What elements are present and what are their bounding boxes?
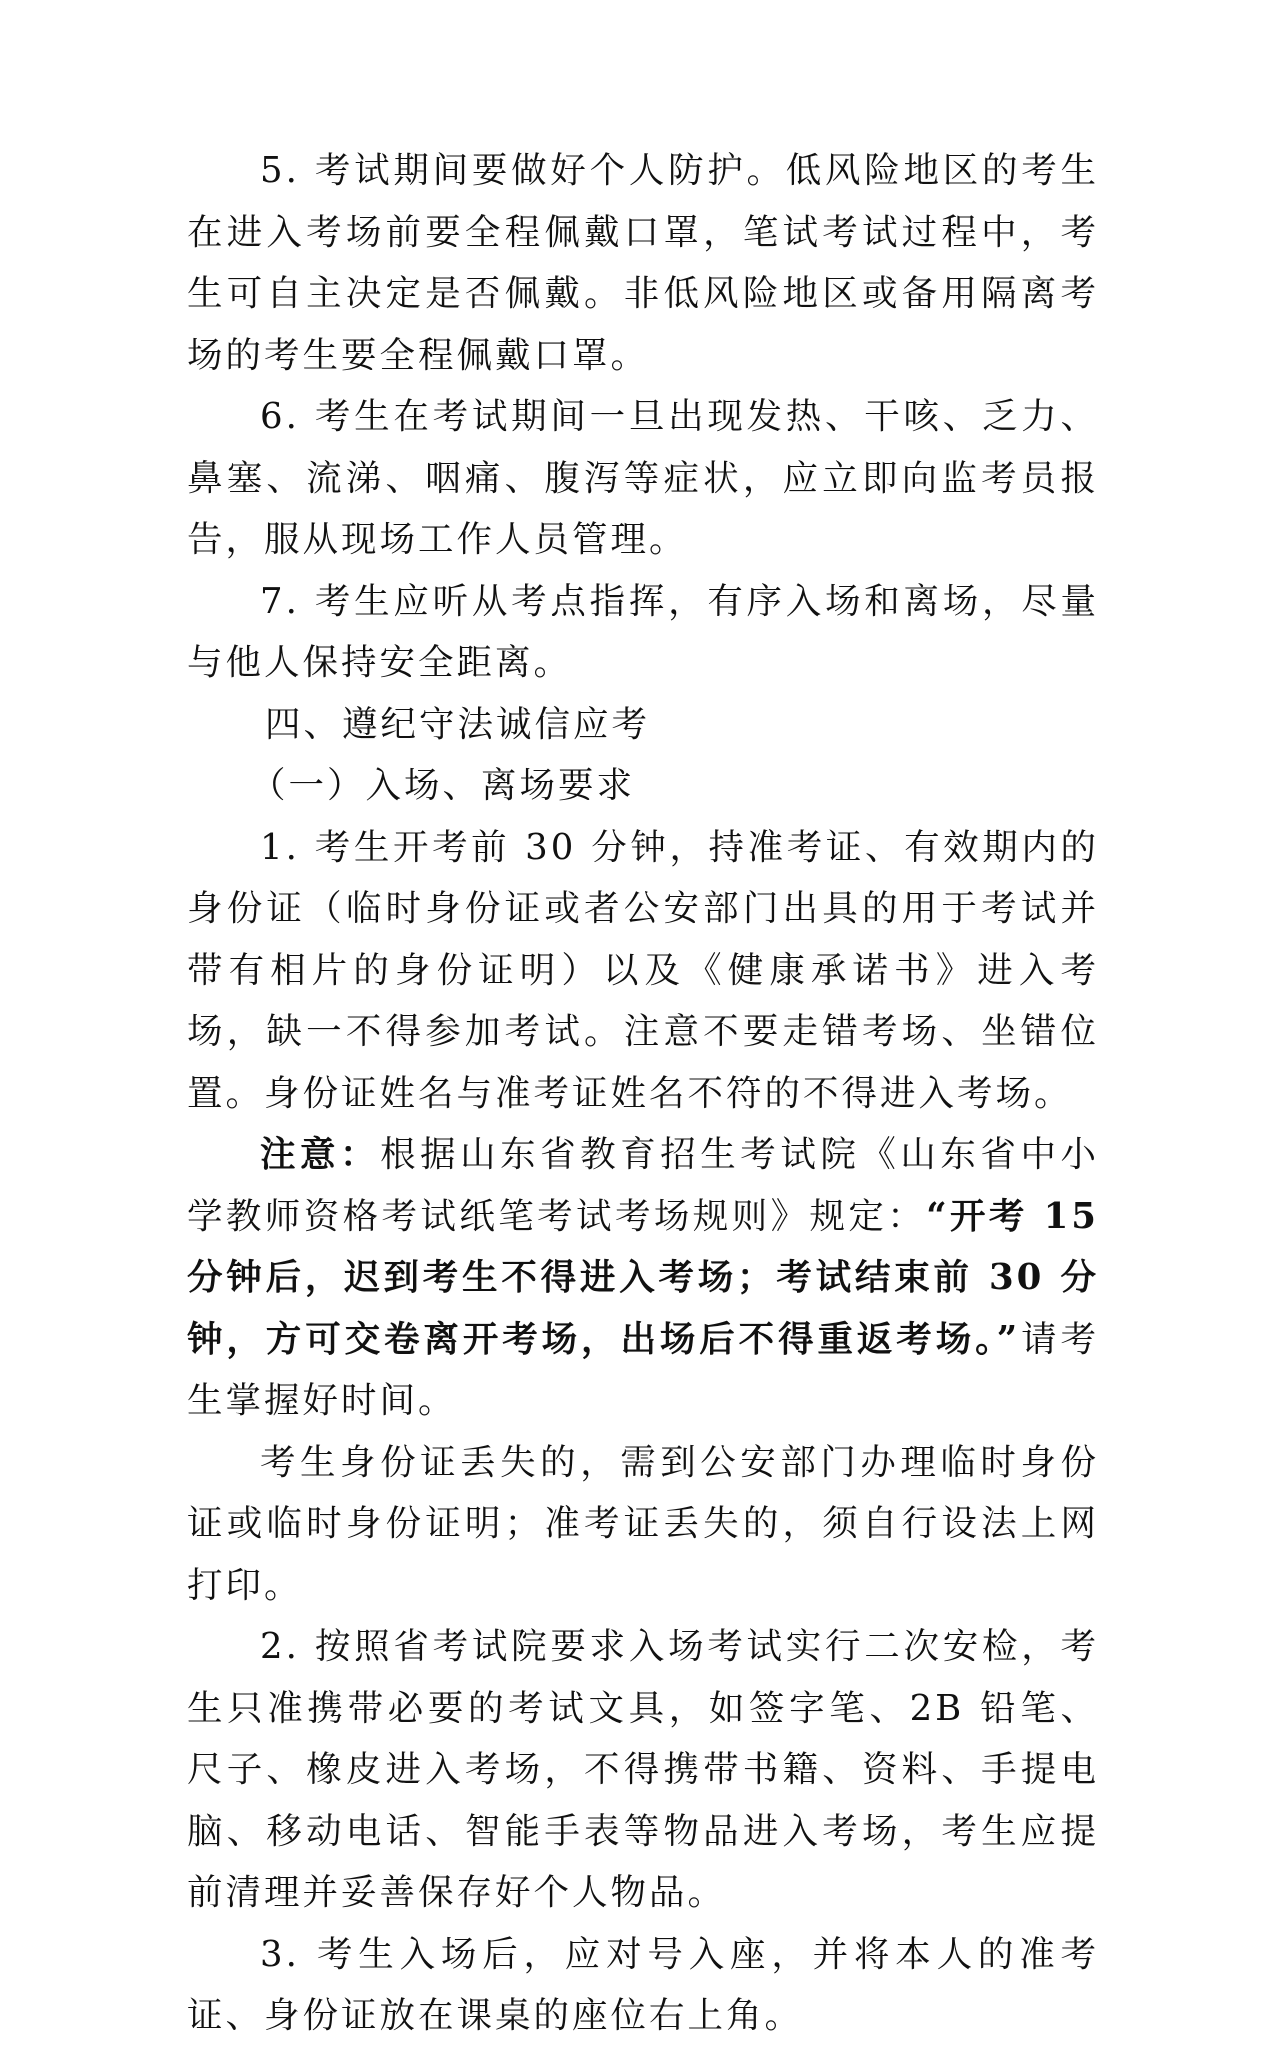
paragraph-seating: 3. 考生入场后，应对号入座，并将本人的准考证、身份证放在课桌的座位右上角。: [187, 1933, 1099, 2036]
subsection-heading: （一）入场、离场要求: [250, 765, 636, 806]
document-page: [187, 140, 1099, 2047]
paragraph-item-7: 7. 考生应听从考点指挥，有序入场和离场，尽量与他人保持安全距离。: [187, 580, 1099, 683]
paragraph-item-5: 5. 考试期间要做好个人防护。低风险地区的考生在进入考场前要全程佩戴口罩，笔试考试过程中，考生可自主决定是否佩戴。非低风险地区或备用隔离考场的考生要全程佩戴口罩。: [187, 150, 1099, 376]
note-quote: “开考 15 分钟后，迟到考生不得进入考场；考试结束前 30 分钟，方可交卷离开考场，出场后不得重返考场。”: [187, 1195, 1099, 1360]
note-label: 注意：: [260, 1134, 381, 1175]
paragraph-security-check: 2. 按照省考试院要求入场考试实行二次安检，考生只准携带必要的考试文具，如签字笔、2B 铅笔、尺子、橡皮进入考场，不得携带书籍、资料、手提电脑、移动电话、智能手表等物品进入考场，考生应提前清理并妥善保存好个人物品。: [187, 1626, 1099, 1913]
note-tail: 请考生掌握好时间。: [187, 1318, 1099, 1421]
paragraph-item-6: 6. 考生在考试期间一旦出现发热、干咳、乏力、鼻塞、流涕、咽痛、腹泻等症状，应立即向监考员报告，服从现场工作人员管理。: [187, 396, 1099, 560]
section-heading: 四、遵纪守法诚信应考: [265, 703, 651, 745]
paragraph-entry-requirements: 1. 考生开考前 30 分钟，持准考证、有效期内的身份证（临时身份证或者公安部门出具的用于考试并带有相片的身份证明）以及《健康承诺书》进入考场，缺一不得参加考试。注意不要走错考场、坐错位置。身份证姓名与准考证姓名不符的不得进入考场。: [187, 826, 1099, 1114]
paragraph-lost-id: 考生身份证丢失的，需到公安部门办理临时身份证或临时身份证明；准考证丢失的，须自行设法上网打印。: [187, 1441, 1099, 1606]
paragraph-note: [187, 1124, 1099, 1432]
note-text: 根据山东省教育招生考试院《山东省中小学教师资格考试纸笔考试考场规则》规定：: [187, 1134, 1099, 1237]
